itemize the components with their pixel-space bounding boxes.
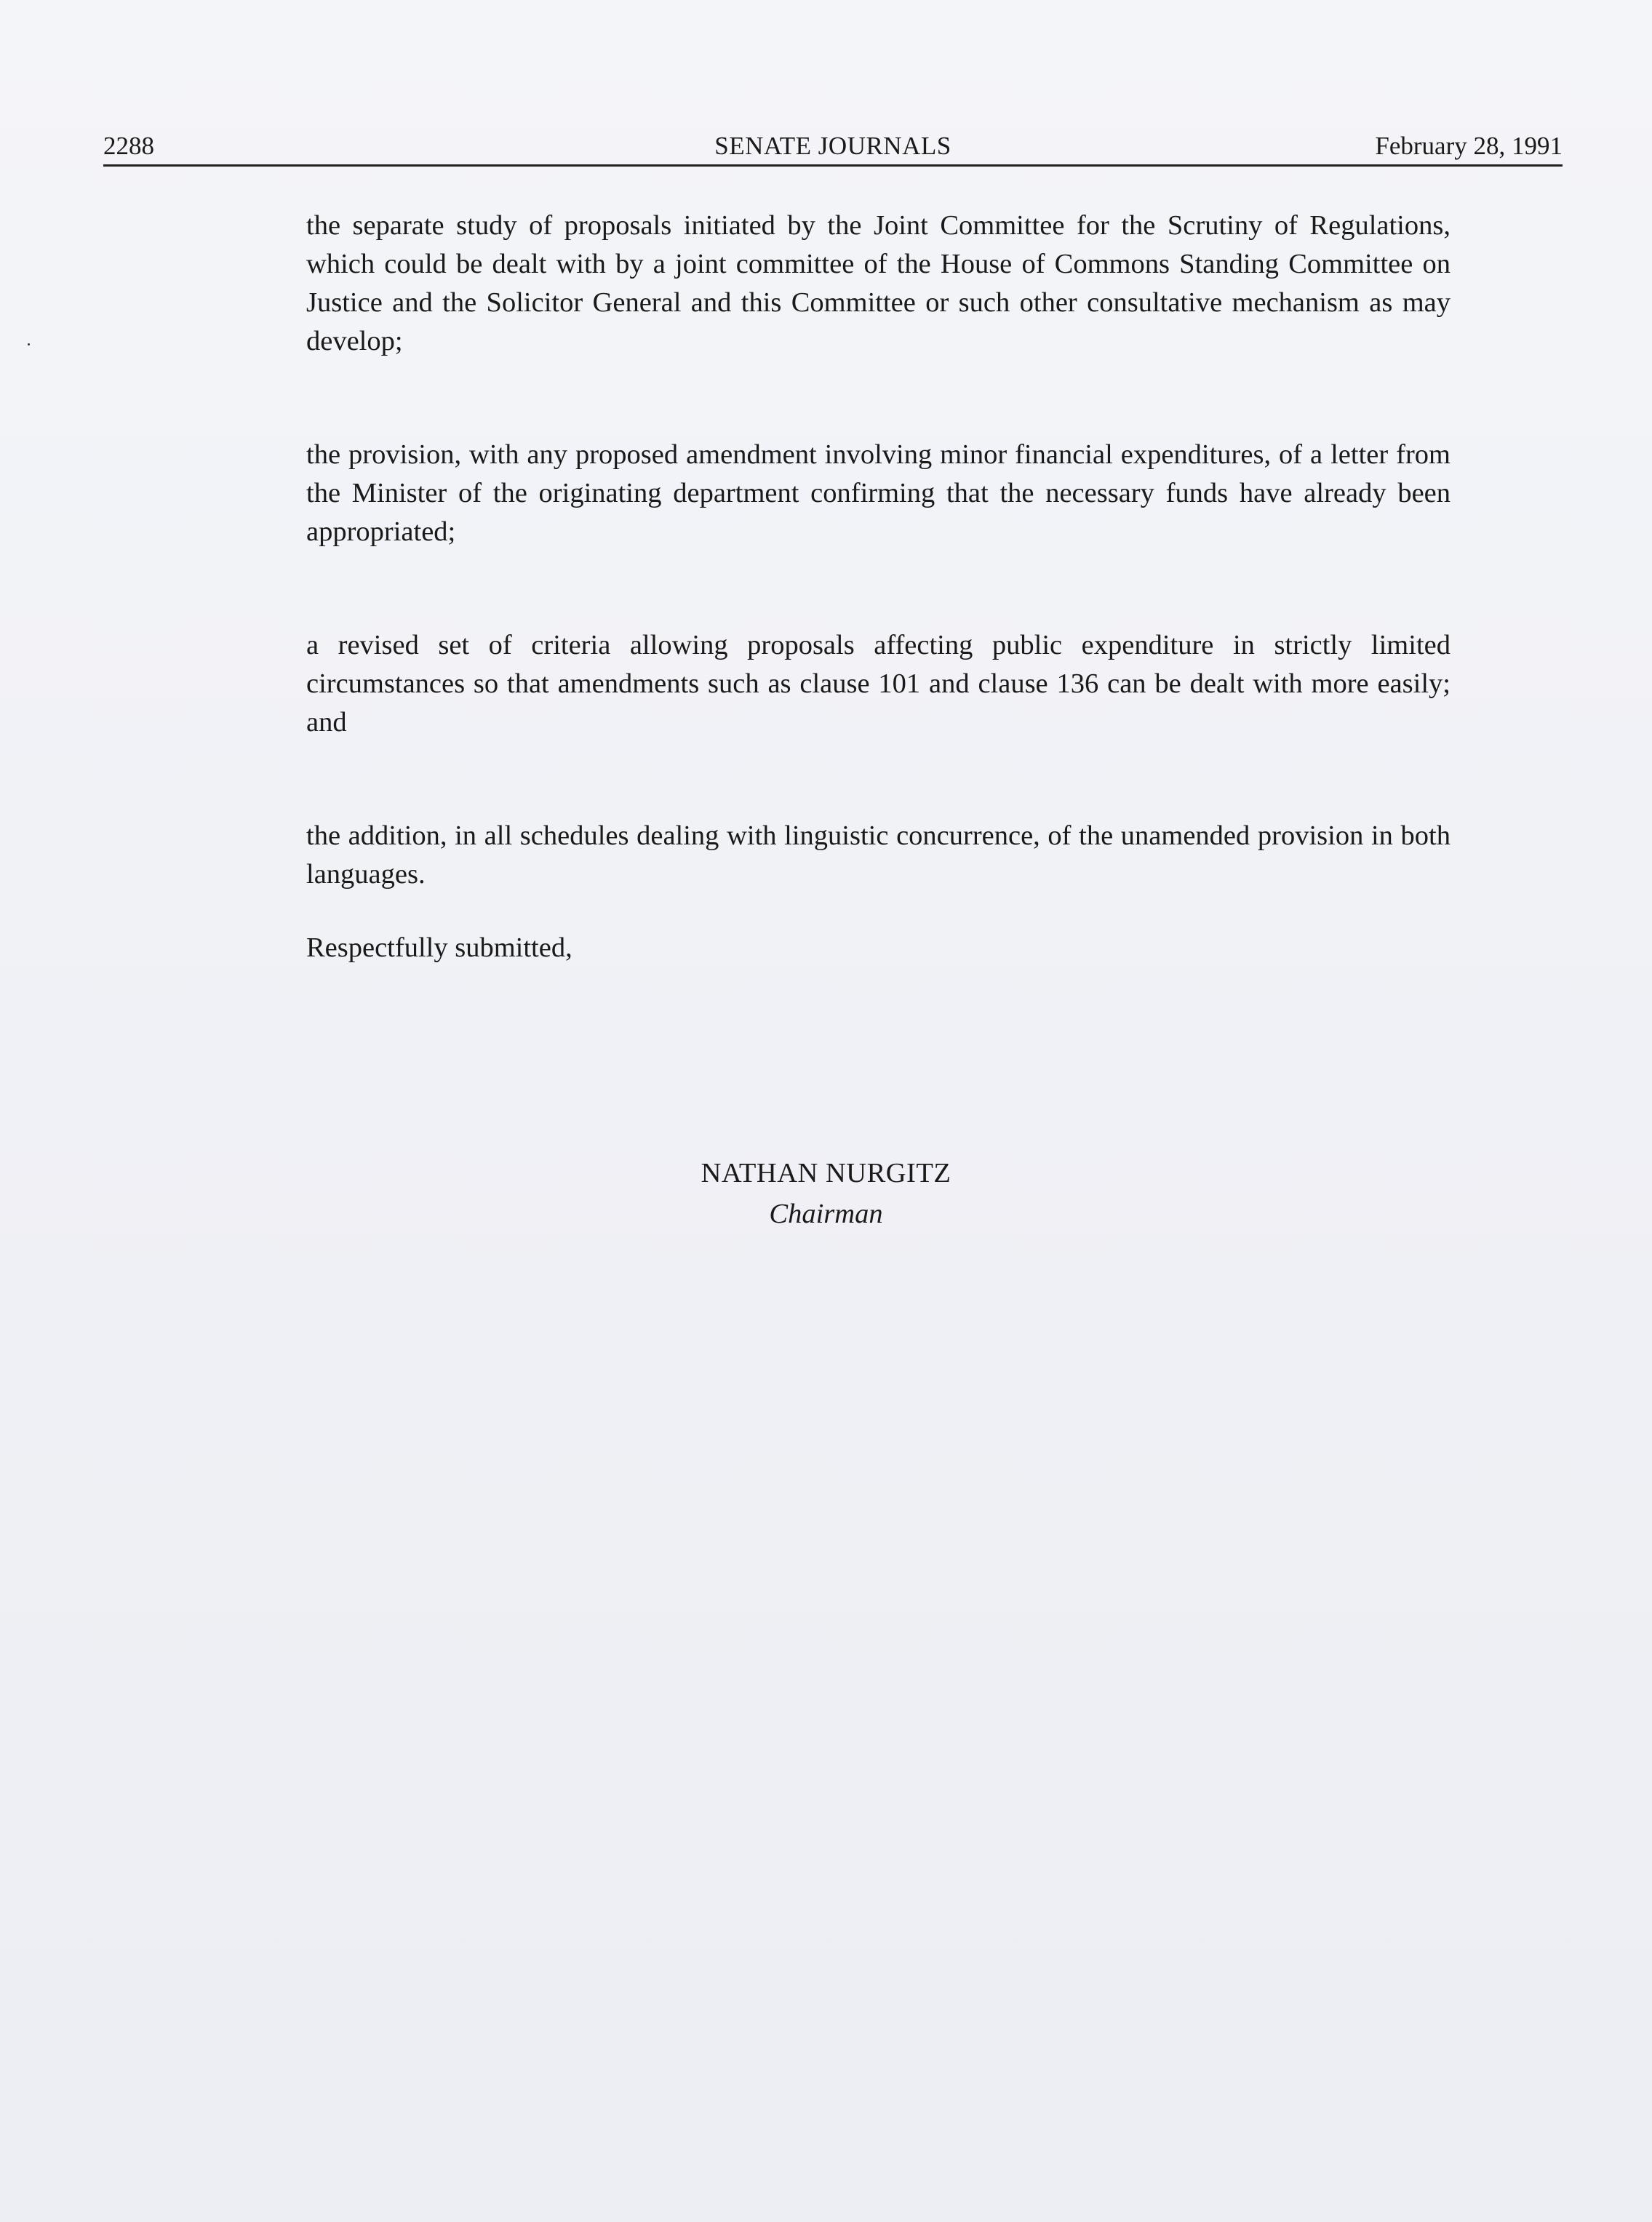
running-header [103, 128, 1563, 167]
journal-date: February 28, 1991 [1375, 132, 1563, 160]
body-paragraph: the separate study of proposals initiated by the Joint Committee for the Scrutiny of Regulations, which could be dealt with by a joint committee of the House of Commons Standing Committee on Justice and the Solicitor General and this Committee or such other consultative mechanism as may develop; [306, 210, 1451, 356]
body-paragraph: the addition, in all schedules dealing with linguistic concurrence, of the unamended provision in both languages. [306, 820, 1451, 890]
body-paragraph: a revised set of criteria allowing proposals affecting public expenditure in strictly limited circumstances so that amendments such as clause 101 and clause 136 can be dealt with more easily; and [306, 630, 1451, 738]
body-paragraph: the provision, with any proposed amendment involving minor financial expenditures, of a letter from the Minister of the originating department confirming that the necessary funds have already been appropriated; [306, 439, 1451, 547]
closing-line: Respectfully submitted, [306, 932, 572, 963]
journal-title: SENATE JOURNALS [714, 132, 951, 160]
signature-block [0, 1153, 1652, 1234]
signatory-role: Chairman [769, 1199, 883, 1229]
scan-speck [28, 343, 30, 345]
page-number: 2288 [103, 132, 154, 160]
report-body [306, 207, 1451, 969]
signatory-name: NATHAN NURGITZ [701, 1158, 951, 1188]
